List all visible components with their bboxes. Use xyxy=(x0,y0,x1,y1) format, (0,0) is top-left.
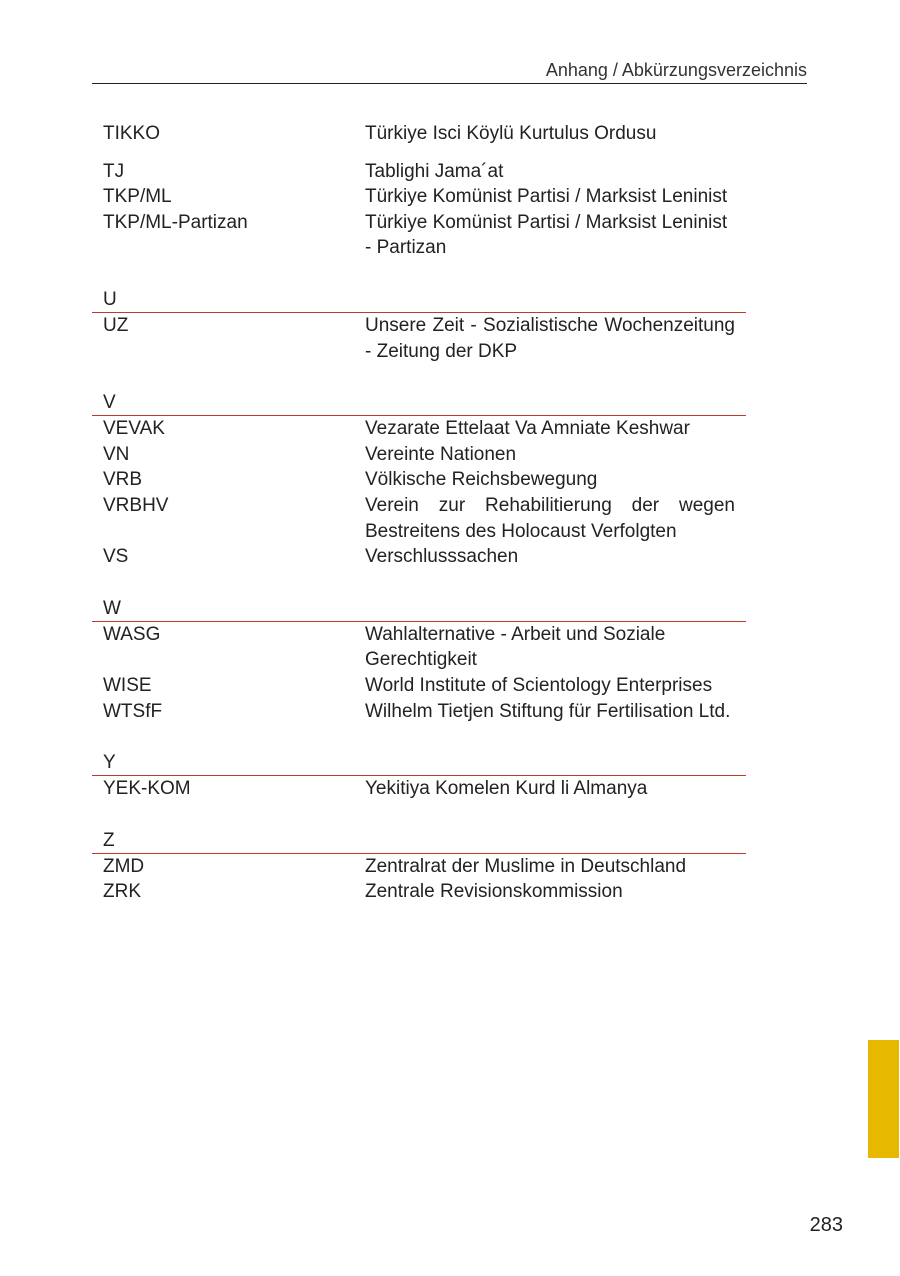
definition: Unsere Zeit - Sozialistische Wochenzeitung - Zeitung der DKP xyxy=(365,314,735,362)
section-letter: Z xyxy=(92,828,746,854)
list-item xyxy=(92,442,746,468)
definition: Vezarate Ettelaat Va Amniate Keshwar xyxy=(365,418,690,440)
section-letter: V xyxy=(92,390,746,416)
list-item xyxy=(92,159,746,185)
abbreviation: WTSfF xyxy=(103,700,163,722)
definition: Verschlusssachen xyxy=(365,546,519,568)
chapter-tab-marker xyxy=(868,1040,899,1158)
list-item xyxy=(92,121,746,147)
abbreviation: VRB xyxy=(103,469,143,491)
abbreviation: YEK-KOM xyxy=(103,778,191,800)
abbreviation: WISE xyxy=(103,674,152,696)
definition: Wilhelm Tietjen Stiftung für Fertilisation Ltd. xyxy=(365,700,731,722)
section-letter: Y xyxy=(92,750,746,776)
list-item xyxy=(92,493,746,544)
section-u xyxy=(92,287,746,364)
abbreviation: WASG xyxy=(103,623,161,645)
list-item xyxy=(92,184,746,210)
definition: Verein zur Rehabilitierung der wegen Bestreitens des Holocaust Verfolgten xyxy=(365,494,735,542)
definition: Zentrale Revisionskommission xyxy=(365,881,623,903)
section-w xyxy=(92,596,746,724)
page-number: 283 xyxy=(809,1214,843,1236)
abbreviation: VN xyxy=(103,443,130,465)
definition: Türkiye Komünist Partisi / Marksist Leninist xyxy=(365,186,728,208)
abbreviation: TJ xyxy=(103,160,125,182)
list-item xyxy=(92,699,746,725)
definition: Zentralrat der Muslime in Deutschland xyxy=(365,855,687,877)
section-z xyxy=(92,828,746,905)
abbreviation: ZRK xyxy=(103,881,141,903)
abbreviation: VEVAK xyxy=(103,418,165,440)
definition: Yekitiya Komelen Kurd li Almanya xyxy=(365,778,648,800)
definition: Türkiye Isci Köylü Kurtulus Ordusu xyxy=(365,123,657,144)
list-item xyxy=(92,544,746,570)
list-item xyxy=(92,210,746,261)
running-header: Anhang / Abkürzungsverzeichnis xyxy=(545,60,807,80)
definition: Wahlalternative - Arbeit und Soziale Gerechtigkeit xyxy=(365,623,666,671)
list-item xyxy=(92,622,746,673)
list-item xyxy=(92,776,746,802)
list-item xyxy=(92,313,746,364)
list-item xyxy=(92,854,746,880)
abbreviation: VRBHV xyxy=(103,494,169,516)
section-v xyxy=(92,390,746,570)
definition: Tablighi Jama´at xyxy=(365,160,504,182)
abbreviation: TIKKO xyxy=(103,123,161,144)
list-item xyxy=(92,879,746,905)
definition: Völkische Reichsbewegung xyxy=(365,469,598,491)
list-item xyxy=(92,416,746,442)
definition: Vereinte Nationen xyxy=(365,443,517,465)
section-letter: W xyxy=(92,596,746,622)
header-rule xyxy=(92,83,807,84)
t-group xyxy=(92,159,746,261)
definition: Türkiye Komünist Partisi / Marksist Leninist - Partizan xyxy=(365,211,728,259)
abbreviation: TKP/ML-Partizan xyxy=(103,211,248,233)
section-y xyxy=(92,750,746,802)
definition: World Institute of Scientology Enterprises xyxy=(365,674,713,696)
abbreviation: ZMD xyxy=(103,855,145,877)
abbreviation: TKP/ML xyxy=(103,186,172,208)
list-item xyxy=(92,673,746,699)
abbreviation-list xyxy=(92,121,746,905)
abbreviation: UZ xyxy=(103,314,129,336)
section-letter: U xyxy=(92,287,746,313)
abbreviation: VS xyxy=(103,546,129,568)
list-item xyxy=(92,467,746,493)
